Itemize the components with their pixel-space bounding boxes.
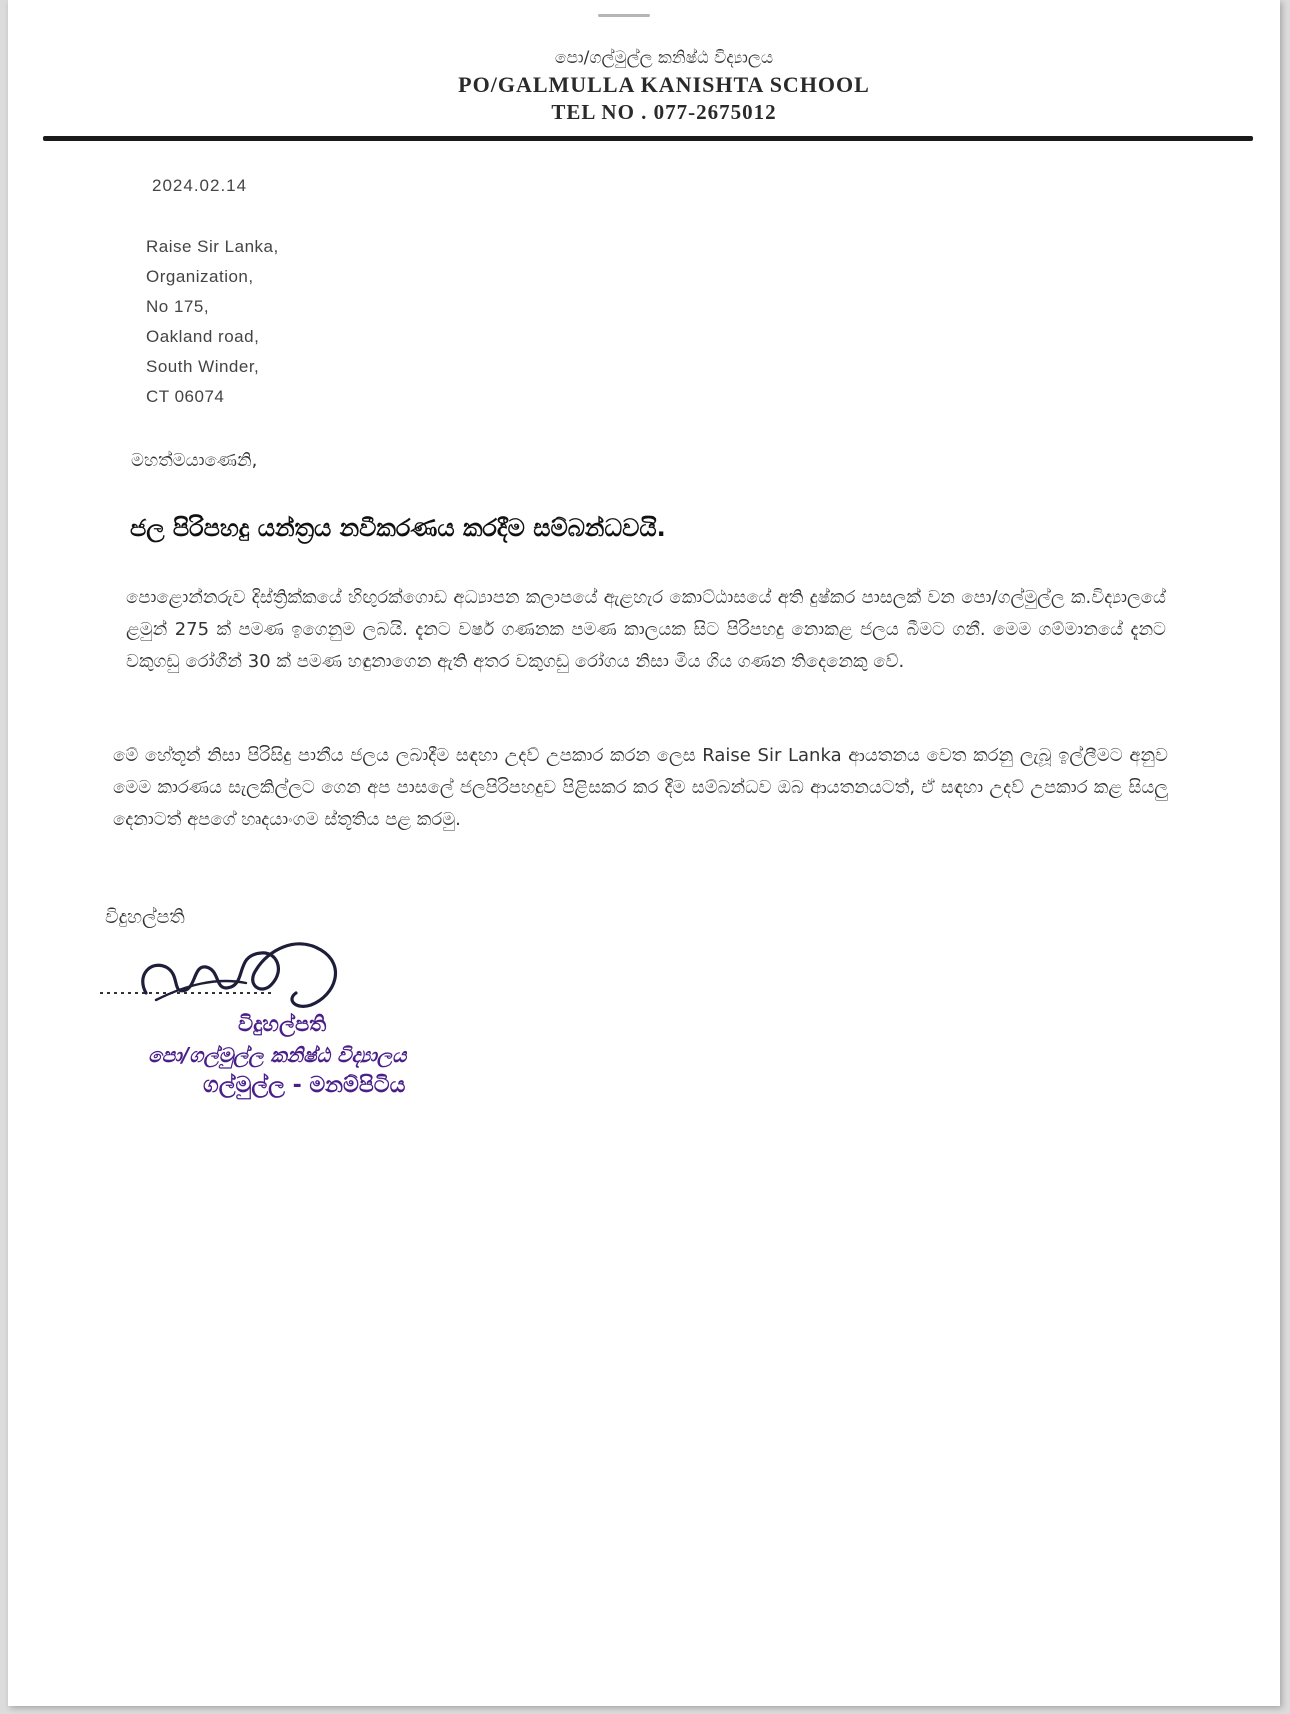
school-name-sinhala: පො/ගල්මුල්ල කනිෂ්ඨ විද්‍යාලය bbox=[554, 48, 774, 68]
stamp-title: විදුහල්පති bbox=[238, 1012, 327, 1036]
school-stamp bbox=[148, 1012, 406, 1098]
address-line: CT 06074 bbox=[146, 387, 225, 406]
salutation: මහත්මයාණෙනි, bbox=[131, 450, 258, 471]
school-name-english: PO/GALMULLA KANISHTA SCHOOL bbox=[458, 72, 870, 97]
address-line: Raise Sir Lanka, bbox=[146, 237, 279, 256]
letter-page bbox=[8, 0, 1280, 1706]
stamp-location: ගල්මුල්ල - මනම්පිටිය bbox=[203, 1073, 406, 1098]
address-line: South Winder, bbox=[146, 357, 260, 376]
letterhead-rule bbox=[43, 136, 1253, 141]
letterhead bbox=[8, 48, 1280, 125]
stamp-school-name: පො/ගල්මුල්ල කනිෂ්ඨ විද්‍යාලය bbox=[148, 1043, 407, 1067]
letter-date: 2024.02.14 bbox=[152, 176, 248, 195]
address-line: Oakland road, bbox=[146, 327, 260, 346]
school-telephone: TEL NO . 077-2675012 bbox=[551, 100, 777, 124]
body-paragraph-1: පොළොන්නරුව දිස්ත්‍රික්කයේ හිඟුරක්ගොඩ අධ්‍යාපන කලාපයේ ඇළහැර කොට්ඨාසයේ අති දුෂ්කර පාසලක් වන පො/ගල්මුල්ල ක.විද්‍යාලයේ ළමුන් 275 ක් පමණ ඉගෙනුම ලබයි. දැනට වර්ෂ ගණනක පමණ කාලයක සිට පිරිපහදු නොකළ ජලය බීමට ගනී. මෙම ගම්මානයේ දැනට වකුගඩු රෝගීන් 30 ක් පමණ හඳුනාගෙන ඇති අතර වකුගඩු රෝගය නිසා මිය ගිය ගණන තිදෙනෙකු වේ. bbox=[126, 587, 1166, 672]
recipient-address bbox=[146, 232, 279, 412]
address-line: No 175, bbox=[146, 297, 210, 316]
address-line: Organization, bbox=[146, 267, 254, 286]
page-top-mark bbox=[598, 14, 650, 17]
letter-subject: ජල පිරිපහදු යන්ත්‍රය නවීකරණය කරදීම සම්බන්ධවයි. bbox=[130, 514, 666, 542]
body-paragraph-2: මේ හේතූන් නිසා පිරිසිදු පානීය ජලය ලබාදීම සඳහා උදව් උපකාර කරන ලෙස Raise Sir Lanka ආයතනය වෙත කරනු ලැබූ ඉල්ලීමට අනුව මෙම කාරණය සැලකිල්ලට ගෙන අප පාසලේ ජලපිරිපහදුව පිළිසකර කර දීම සම්බන්ධව ඔබ ආයතනයටත්, ඒ සඳහා උදව් උපකාර කළ සියලු දෙනාටත් අපගේ හෘදයාංගම ස්තූතිය පළ කරමු. bbox=[113, 745, 1168, 830]
closing-title: විදුහල්පති bbox=[105, 906, 185, 928]
